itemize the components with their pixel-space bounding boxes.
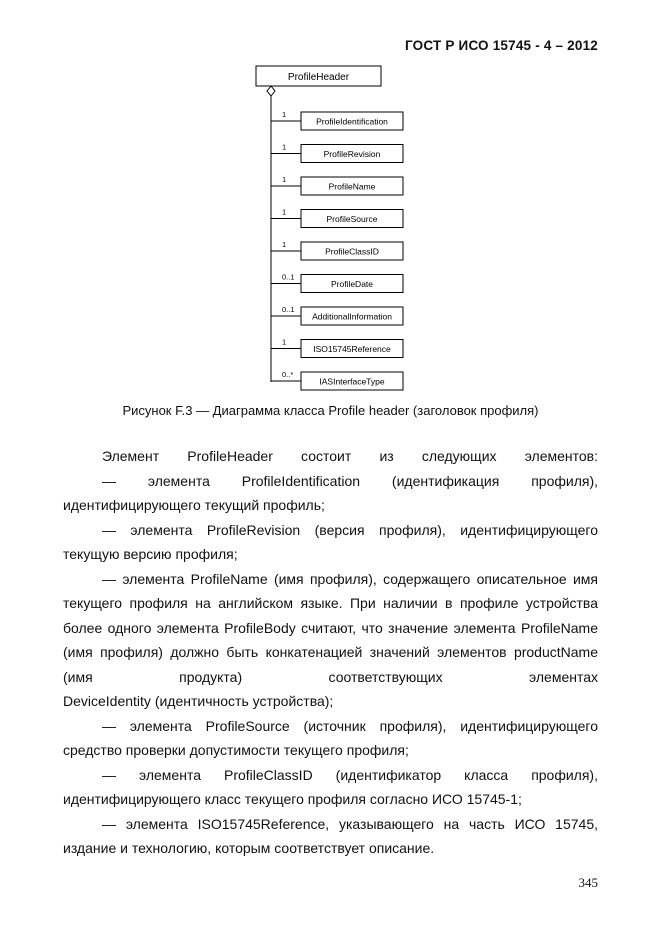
multiplicity-label: 0..* bbox=[282, 370, 294, 379]
multiplicity-label: 1 bbox=[282, 207, 287, 217]
page-number: 345 bbox=[578, 875, 598, 890]
paragraph-profile-revision: — элемента ProfileRevision (версия профиля), идентифицирующего bbox=[102, 521, 598, 538]
paragraph-intro: Элемент ProfileHeader состоит из следующих элементов: bbox=[102, 448, 598, 464]
body-text bbox=[63, 444, 598, 861]
paragraph-profile-source: — элемента ProfileSource (источник профиля), идентифицирующего bbox=[102, 717, 598, 734]
paragraph-profile-name: — элемента ProfileName (имя профиля), содержащего описательное имя текущего профиля на английском языке. При наличии в профиле устройства более одного элемента ProfileBody считают, что значение элемента ProfileName (имя профиля) должно быть конкатенацией значений элементов productName (имя продукта) соответствующих элементах bbox=[63, 570, 598, 685]
paragraph-iso15745-reference-cont: издание и технологию, которым соответствует описание. bbox=[63, 840, 435, 856]
class-diagram bbox=[0, 0, 661, 400]
paragraph-profile-source-cont: средство проверки допустимости текущего профиля; bbox=[63, 742, 409, 758]
multiplicity-label: 1 bbox=[282, 142, 287, 152]
paragraph-profile-class-id-cont: идентифицирующего класс текущего профиля согласно ИСО 15745-1; bbox=[63, 791, 522, 807]
figure-caption: Рисунок F.3 — Диаграмма класса Profile header (заголовок профиля) bbox=[122, 403, 539, 418]
child-class-label: ProfileClassID bbox=[325, 246, 379, 257]
paragraph-profile-identification: — элемента ProfileIdentification (идентификация профиля), bbox=[102, 472, 598, 489]
multiplicity-label: 1 bbox=[282, 240, 287, 249]
child-class-label: ProfileSource bbox=[326, 214, 378, 224]
paragraph-profile-name-cont: DeviceIdentity (идентичность устройства); bbox=[63, 693, 334, 709]
root-class-label: ProfileHeader bbox=[287, 72, 350, 83]
child-class-label: ISO15745Reference bbox=[313, 344, 391, 354]
child-class-label: ProfileDate bbox=[330, 279, 374, 289]
child-class-label: ProfileRevision bbox=[323, 149, 381, 159]
paragraph-iso15745-reference: — элемента ISO15745Reference, указывающего на часть ИСО 15745, bbox=[102, 815, 598, 832]
multiplicity-label: 1 bbox=[282, 175, 287, 184]
child-class-label: ProfileIdentification bbox=[316, 116, 388, 127]
paragraph-profile-identification-cont: идентифицирующего текущий профиль; bbox=[63, 497, 325, 513]
child-class-label: ProfileName bbox=[328, 181, 376, 192]
multiplicity-label: 1 bbox=[282, 337, 287, 347]
paragraph-profile-class-id: — элемента ProfileClassID (идентификатор класса профиля), bbox=[102, 766, 598, 783]
multiplicity-label: 1 bbox=[282, 110, 287, 119]
document-standard-header: ГОСТ Р ИСО 15745 - 4 – 2012 bbox=[405, 38, 598, 53]
multiplicity-label: 0..1 bbox=[282, 272, 295, 282]
child-class-label: AdditionalInformation bbox=[312, 311, 392, 322]
paragraph-profile-revision-cont: текущую версию профиля; bbox=[63, 546, 238, 562]
multiplicity-label: 0..1 bbox=[282, 305, 295, 314]
child-class-label: IASInterfaceType bbox=[319, 376, 385, 387]
aggregation-diamond-icon bbox=[267, 86, 275, 96]
